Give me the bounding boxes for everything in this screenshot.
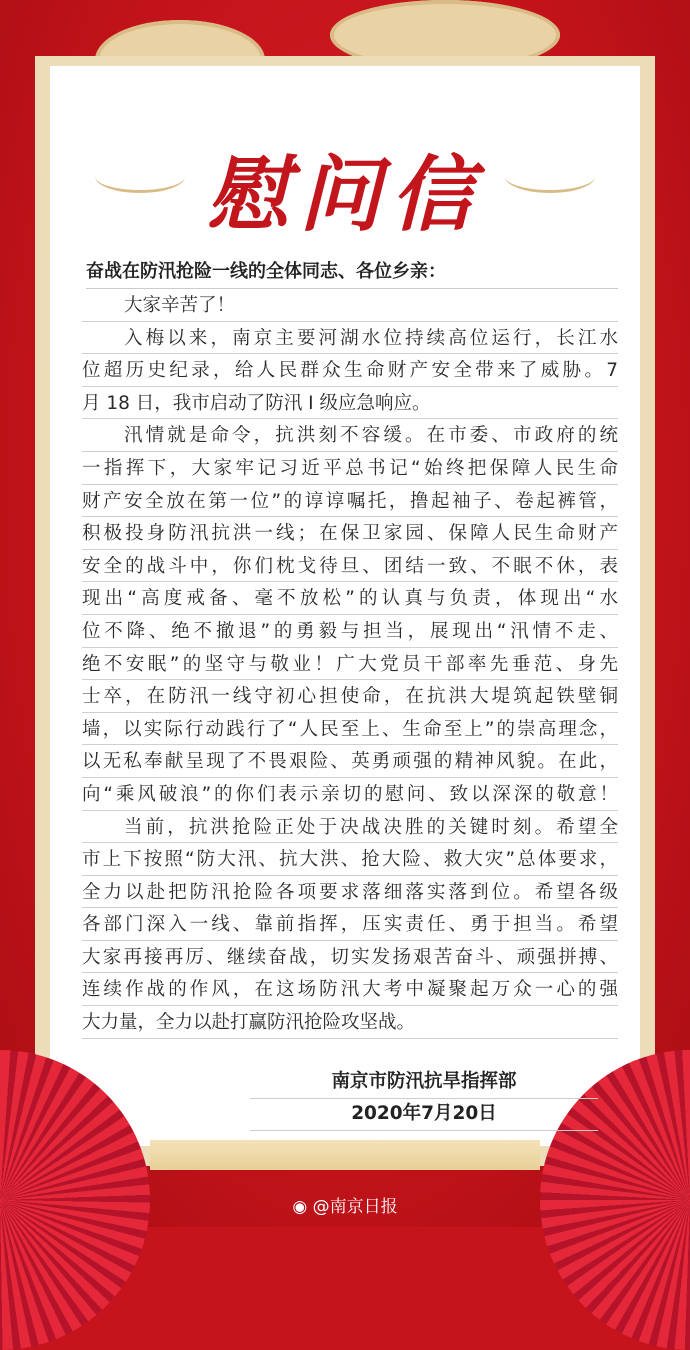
letter-line: 入梅以来，南京主要河湖水位持续高位运行，长江水 [82, 322, 618, 355]
letter-line: 财产安全放在第一位”的谆谆嘱托，撸起袖子、卷起裤管， [82, 485, 618, 518]
weibo-icon: ◉ [292, 1197, 308, 1217]
letter-line: 各部门深入一线、靠前指挥，压实责任、勇于担当。希望 [82, 908, 618, 941]
letter-line: 绝不安眠”的坚守与敬业！广大党员干部率先垂范、身先 [82, 648, 618, 681]
letter-line: 积极投身防汛抗洪一线；在保卫家园、保障人民生命财产 [82, 517, 618, 550]
letter-line: 士卒，在防汛一线守初心担使命，在抗洪大堤筑起铁壁铜 [82, 680, 618, 713]
letter-line: 大家再接再厉、继续奋战，切实发扬艰苦奋斗、顽强拼搏、 [82, 941, 618, 974]
letter-line: 墙，以实际行动践行了“人民至上、生命至上”的崇高理念， [82, 713, 618, 746]
letter-title: 慰问信 [207, 147, 483, 243]
letter-line: 位不降、绝不撤退”的勇毅与担当，展现出“汛情不走、 [82, 615, 618, 648]
letter-line: 市上下按照“防大汛、抗大洪、抢大险、救大灾”总体要求， [82, 843, 618, 876]
letter-line: 全力以赴把防汛抢险各项要求落细落实落到位。希望各级 [82, 876, 618, 909]
letter-line: 现出“高度戒备、毫不放松”的认真与负责，体现出“水 [82, 582, 618, 615]
letter-line: 大力量，全力以赴打赢防汛抢险攻坚战。 [82, 1006, 618, 1039]
letter-line: 以无私奉献呈现了不畏艰险、英勇顽强的精神风貌。在此， [82, 745, 618, 778]
letter-line: 一指挥下，大家牢记习近平总书记“始终把保障人民生命 [82, 452, 618, 485]
letter-line: 向“乘风破浪”的你们表示亲切的慰问、致以深深的敬意！ [82, 778, 618, 811]
salutation: 奋战在防汛抢险一线的全体同志、各位乡亲： [86, 255, 618, 289]
letter-line: 大家辛苦了！ [82, 289, 618, 322]
letter-line: 安全的战斗中，你们枕戈待旦、团结一致、不眠不休，表 [82, 550, 618, 583]
gold-band [150, 1140, 540, 1170]
signature-organization: 南京市防汛抗旱指挥部 [250, 1066, 598, 1099]
letter-line: 位超历史纪录，给人民群众生命财产安全带来了威胁。7 [82, 354, 618, 387]
signature-date: 2020年7月20日 [250, 1098, 598, 1131]
letter-line: 汛情就是命令，抗洪刻不容缓。在市委、市政府的统 [82, 419, 618, 452]
source-label: @南京日报 [312, 1197, 398, 1217]
letter-body [82, 289, 618, 1039]
letter-line: 当前，抗洪抢险正处于决战决胜的关键时刻。希望全 [82, 811, 618, 844]
letter-line: 月 18 日，我市启动了防汛 I 级应急响应。 [82, 387, 618, 420]
letter-line: 连续作战的作风，在这场防汛大考中凝聚起万众一心的强 [82, 973, 618, 1006]
footer-source [0, 1192, 690, 1217]
